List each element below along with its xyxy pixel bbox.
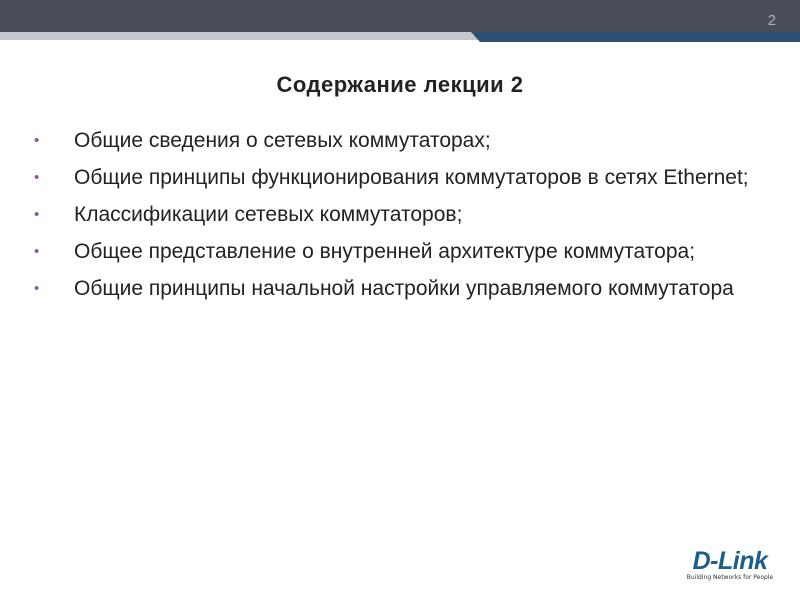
top-bar — [0, 0, 800, 32]
list-item-text: Общие принципы функционирования коммутаторов в сетях Ethernet; — [74, 166, 749, 189]
logo-tagline: Building Networks for People — [686, 574, 774, 581]
accent-strip-blue — [480, 32, 800, 42]
dlink-logo — [686, 548, 774, 582]
slide-number: 2 — [767, 12, 776, 29]
list-item-text: Общие сведения о сетевых коммутаторах; — [74, 129, 491, 152]
list-item — [34, 199, 770, 231]
list-item — [34, 273, 770, 305]
list-item-text: Общее представление о внутренней архитектуре коммутатора; — [74, 240, 696, 263]
slide-title: Содержание лекции 2 — [276, 72, 524, 97]
accent-arrow — [471, 32, 489, 42]
bullet-icon: • — [34, 132, 40, 149]
bullet-icon: • — [34, 280, 40, 297]
logo-wordmark: D-Link — [692, 547, 768, 575]
bullet-icon: • — [34, 169, 40, 186]
list-item-text: Общие принципы начальной настройки управляемого коммутатора — [74, 277, 734, 300]
bullet-icon: • — [34, 243, 40, 260]
accent-strip-light — [0, 32, 478, 40]
bullet-icon: • — [34, 206, 40, 223]
bullet-list — [34, 125, 770, 310]
list-item — [34, 125, 770, 157]
list-item-text: Классификации сетевых коммутаторов; — [74, 203, 463, 226]
list-item — [34, 162, 770, 194]
top-accent-strip — [0, 32, 800, 42]
list-item — [34, 236, 770, 268]
